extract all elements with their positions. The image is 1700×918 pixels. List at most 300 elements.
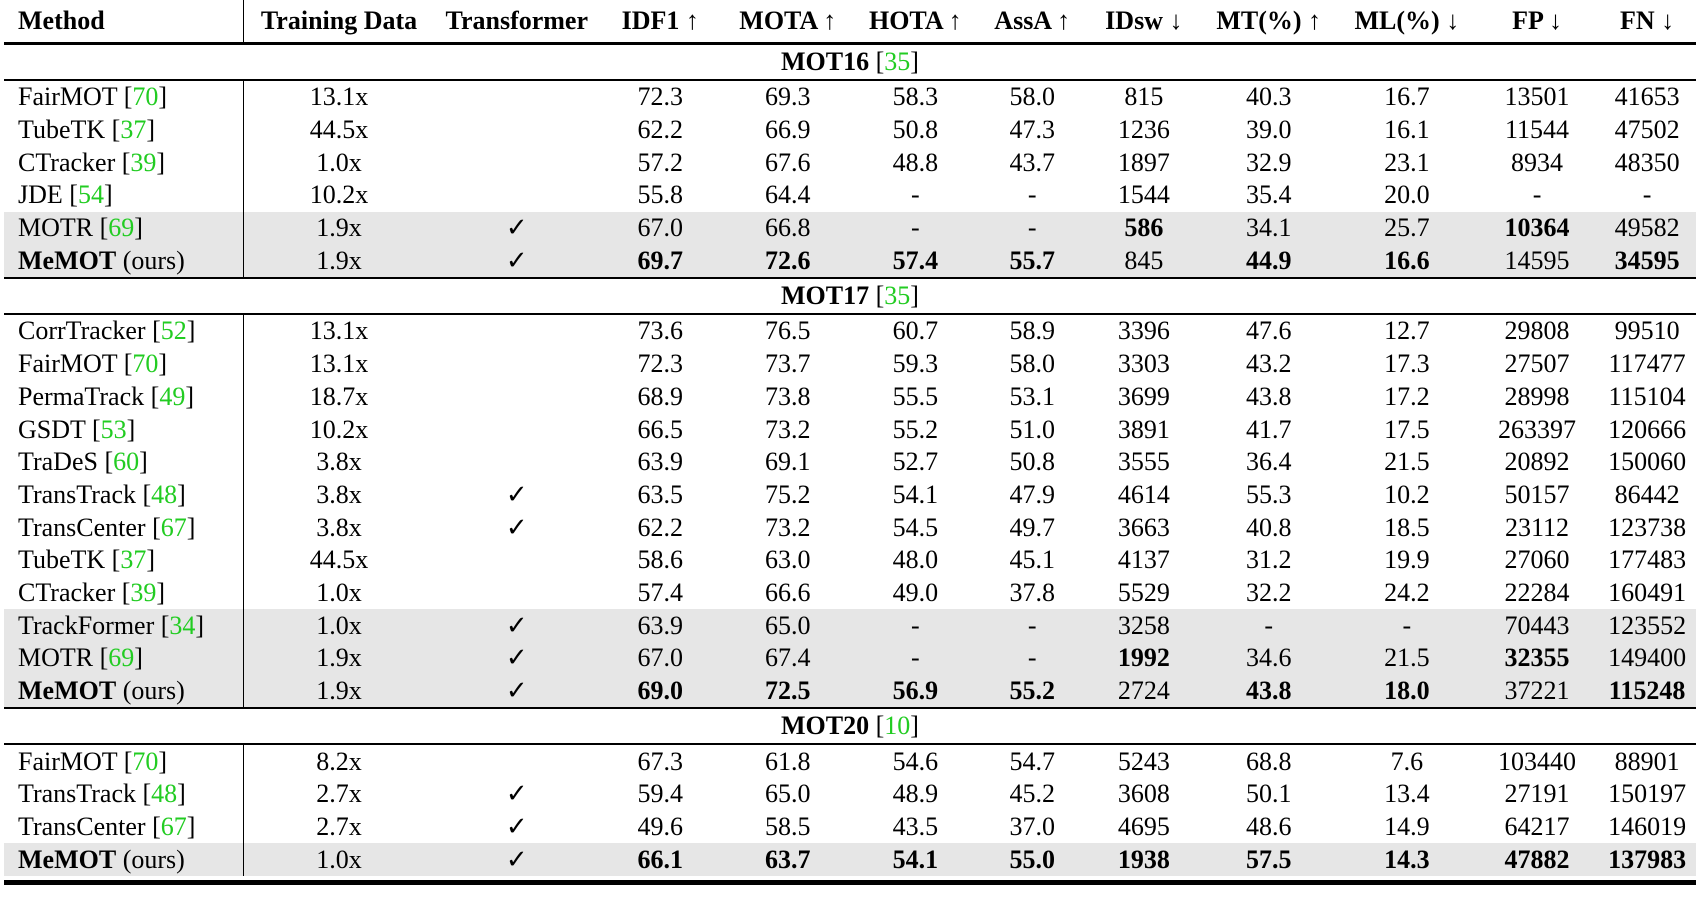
method-suffix: (ours) (116, 844, 185, 874)
method-name: TubeTK (18, 115, 106, 145)
citation-link[interactable]: 70 (132, 349, 159, 379)
column-header: Method (4, 0, 243, 44)
method-name: FairMOT (18, 82, 118, 112)
value-cell: 66.1 (599, 843, 721, 876)
value-cell: 69.7 (599, 244, 721, 278)
method-name: MOTR (18, 213, 94, 243)
value-cell: 14595 (1476, 244, 1598, 278)
value-cell: 66.8 (721, 212, 854, 245)
citation-link[interactable]: 54 (77, 180, 104, 210)
value-cell: 18.7x (309, 381, 369, 411)
value-cell: 18.0 (1338, 675, 1476, 709)
value-cell: 137983 (1598, 843, 1696, 876)
citation-link[interactable]: 48 (151, 479, 178, 509)
transformer-check-cell (434, 544, 599, 577)
method-cell: FairMOT [70] (4, 348, 243, 381)
transformer-check-cell: ✓ (434, 244, 599, 278)
value-cell: 66.9 (765, 115, 811, 145)
value-cell: 59.4 (637, 779, 684, 809)
method-cell: TubeTK [37] (4, 114, 243, 147)
value-cell: 47502 (1614, 115, 1680, 145)
value-cell: 66.5 (637, 414, 684, 444)
value-cell: - (976, 212, 1088, 245)
transformer-check-cell: ✓ (505, 512, 528, 542)
value-cell: 20892 (1504, 447, 1570, 477)
value-cell: 63.7 (721, 843, 854, 876)
transformer-check-cell (434, 114, 599, 147)
value-cell: 67.4 (721, 642, 854, 675)
section-header-row (4, 44, 1696, 81)
table-row (4, 413, 1696, 446)
section-title: MOT20 [10] (4, 708, 1696, 744)
value-cell: 69.1 (765, 447, 811, 477)
value-cell: 263397 (1498, 414, 1577, 444)
value-cell: 35.4 (1245, 180, 1292, 210)
value-cell: - (976, 642, 1088, 675)
value-cell: 123552 (1598, 609, 1696, 642)
section-title: MOT17 [35] (4, 278, 1696, 314)
value-cell: 43.8 (1200, 675, 1338, 709)
citation-link[interactable]: 37 (120, 545, 147, 575)
method-name: PermaTrack (18, 381, 145, 411)
value-cell: 55.0 (976, 843, 1088, 876)
section-header-row (4, 708, 1696, 744)
value-cell: 48.0 (892, 545, 939, 575)
value-cell: - (1532, 180, 1542, 210)
column-header: IDsw ↓ (1105, 6, 1183, 35)
value-cell: 8.2x (316, 746, 362, 776)
value-cell: 44.5x (309, 545, 369, 575)
value-cell: 21.5 (1384, 447, 1430, 477)
value-cell: 117477 (1608, 349, 1686, 379)
table-row (4, 80, 1696, 114)
value-cell: 72.6 (721, 244, 854, 278)
value-cell: 5529 (1117, 577, 1170, 607)
value-cell: 58.0 (1009, 82, 1055, 112)
value-cell: 1897 (1117, 147, 1170, 177)
value-cell: 20.0 (1384, 180, 1430, 210)
value-cell: 34595 (1598, 244, 1696, 278)
value-cell: 73.2 (765, 414, 811, 444)
value-cell: - (1200, 609, 1338, 642)
section-header-row (4, 278, 1696, 314)
value-cell: - (1642, 180, 1652, 210)
column-header: FN ↓ (1619, 6, 1675, 35)
value-cell: 19.9 (1384, 545, 1430, 575)
method-cell: TransTrack [48] (4, 778, 243, 811)
value-cell: 2.7x (316, 779, 362, 809)
section-name: MOT17 (781, 281, 870, 311)
citation-link[interactable]: 35 (884, 281, 911, 311)
value-cell: 16.6 (1338, 244, 1476, 278)
method-name: TransCenter (18, 812, 146, 842)
table-row (4, 314, 1696, 348)
value-cell: 54.7 (1009, 746, 1055, 776)
transformer-check-cell: ✓ (505, 479, 528, 509)
transformer-check-cell (434, 146, 599, 179)
value-cell: 62.2 (637, 512, 684, 542)
value-cell: 34.1 (1200, 212, 1338, 245)
value-cell: 65.0 (721, 609, 854, 642)
value-cell: 45.2 (1009, 779, 1055, 809)
transformer-check-cell: ✓ (434, 212, 599, 245)
value-cell: 55.7 (976, 244, 1088, 278)
method-name: TransCenter (18, 512, 146, 542)
value-cell: 50157 (1504, 479, 1570, 509)
table-row (4, 146, 1696, 179)
value-cell: 49.6 (637, 812, 684, 842)
transformer-check-cell (434, 80, 599, 114)
method-name: MeMOT (18, 844, 117, 874)
method-cell (4, 244, 243, 278)
table-row (4, 811, 1696, 844)
value-cell: 3.8x (316, 512, 362, 542)
value-cell: 160491 (1608, 577, 1687, 607)
value-cell: 36.4 (1245, 447, 1292, 477)
method-name: TrackFormer (18, 610, 155, 640)
method-cell: TubeTK [37] (4, 544, 243, 577)
value-cell: 56.9 (854, 675, 976, 709)
transformer-check-cell (434, 348, 599, 381)
value-cell: 99510 (1614, 316, 1680, 346)
transformer-check-cell: ✓ (505, 779, 528, 809)
value-cell: 14.3 (1338, 843, 1476, 876)
value-cell: 43.8 (1245, 381, 1292, 411)
value-cell: 39.0 (1245, 115, 1292, 145)
method-cell: TraDeS [60] (4, 446, 243, 479)
value-cell: 68.8 (1245, 746, 1292, 776)
table-row (4, 244, 1696, 278)
value-cell: 66.6 (765, 577, 811, 607)
table-row (4, 179, 1696, 212)
value-cell: 4695 (1117, 812, 1170, 842)
column-header: ML(%) ↓ (1354, 6, 1460, 35)
value-cell: 54.6 (892, 746, 939, 776)
value-cell: 1992 (1088, 642, 1200, 675)
value-cell: 11544 (1505, 115, 1570, 145)
value-cell: 27507 (1504, 349, 1570, 379)
method-name: TransTrack (18, 779, 136, 809)
value-cell: 1.0x (243, 843, 434, 876)
transformer-check-cell (434, 179, 599, 212)
value-cell: 43.2 (1245, 349, 1292, 379)
transformer-check-cell (434, 744, 599, 778)
value-cell: 1938 (1088, 843, 1200, 876)
value-cell: 123738 (1608, 512, 1687, 542)
value-cell: 47882 (1476, 843, 1598, 876)
value-cell: 32.9 (1245, 147, 1292, 177)
value-cell: 17.3 (1384, 349, 1430, 379)
value-cell: 58.3 (892, 82, 939, 112)
citation-link[interactable]: 67 (160, 812, 187, 842)
value-cell: 25.7 (1338, 212, 1476, 245)
value-cell: 120666 (1608, 414, 1687, 444)
value-cell: 5243 (1117, 746, 1170, 776)
value-cell: 13501 (1504, 82, 1570, 112)
value-cell: 67.6 (765, 147, 811, 177)
value-cell: 47.9 (1009, 479, 1055, 509)
table-row (4, 744, 1696, 778)
value-cell: 55.3 (1245, 479, 1292, 509)
transformer-check-cell: ✓ (505, 812, 528, 842)
value-cell: 17.5 (1384, 414, 1430, 444)
value-cell: 815 (1124, 82, 1164, 112)
value-cell: 149400 (1598, 642, 1696, 675)
table-row (4, 843, 1696, 876)
value-cell: 8934 (1511, 147, 1564, 177)
value-cell: 1.0x (316, 577, 362, 607)
method-name: CorrTracker (18, 316, 146, 346)
results-table (4, 0, 1696, 876)
value-cell: 75.2 (765, 479, 811, 509)
transformer-check-cell (434, 577, 599, 610)
value-cell: - (854, 642, 976, 675)
table-row (4, 577, 1696, 610)
value-cell: 3303 (1117, 349, 1170, 379)
value-cell: 10364 (1476, 212, 1598, 245)
value-cell: 55.8 (637, 180, 684, 210)
value-cell: 1.9x (243, 244, 434, 278)
value-cell: 37.0 (1009, 812, 1055, 842)
value-cell: 60.7 (892, 316, 939, 346)
citation-link[interactable]: 69 (108, 643, 135, 673)
method-name: GSDT (18, 414, 86, 444)
citation-link[interactable]: 70 (132, 746, 159, 776)
value-cell: 70443 (1476, 609, 1598, 642)
column-header: HOTA ↑ (868, 6, 962, 35)
method-suffix: (ours) (116, 676, 185, 706)
citation-link[interactable]: 10 (884, 711, 911, 741)
value-cell: 3699 (1117, 381, 1170, 411)
value-cell: 146019 (1608, 812, 1687, 842)
value-cell: 47.6 (1245, 316, 1292, 346)
value-cell: 40.3 (1245, 82, 1292, 112)
method-cell (4, 843, 243, 876)
table-row (4, 675, 1696, 709)
value-cell: 55.5 (892, 381, 939, 411)
value-cell: 63.0 (765, 545, 811, 575)
column-header: Transformer (445, 6, 589, 35)
value-cell: 67.0 (599, 642, 721, 675)
method-name: TraDeS (18, 447, 98, 477)
value-cell: 55.2 (892, 414, 939, 444)
value-cell: 23112 (1505, 512, 1570, 542)
value-cell: 1.9x (243, 642, 434, 675)
value-cell: 50.8 (892, 115, 939, 145)
value-cell: 13.1x (309, 82, 369, 112)
transformer-check-cell (434, 413, 599, 446)
transformer-check-cell (434, 314, 599, 348)
value-cell: 67.0 (599, 212, 721, 245)
value-cell: 10.2x (309, 414, 369, 444)
value-cell: 48.6 (1245, 812, 1292, 842)
method-name: MeMOT (18, 676, 117, 706)
value-cell: - (854, 212, 976, 245)
table-row (4, 544, 1696, 577)
value-cell: 73.6 (637, 316, 684, 346)
citation-link[interactable]: 53 (100, 414, 127, 444)
value-cell: 69.0 (599, 675, 721, 709)
method-cell: GSDT [53] (4, 413, 243, 446)
method-name: TubeTK (18, 545, 106, 575)
section-title: MOT16 [35] (781, 47, 919, 76)
transformer-check-cell (434, 446, 599, 479)
value-cell: 44.5x (309, 115, 369, 145)
method-cell (4, 675, 243, 709)
method-cell: JDE [54] (4, 179, 243, 212)
value-cell: 34.6 (1200, 642, 1338, 675)
value-cell: 50.8 (1009, 447, 1055, 477)
value-cell: 3608 (1117, 779, 1170, 809)
value-cell: 73.7 (765, 349, 811, 379)
value-cell: 58.5 (765, 812, 811, 842)
citation-link[interactable]: 35 (884, 47, 911, 76)
value-cell: 43.7 (1009, 147, 1055, 177)
value-cell: 43.5 (892, 812, 939, 842)
value-cell: 4137 (1117, 545, 1170, 575)
citation-link[interactable]: 52 (160, 316, 187, 346)
table-header-row (4, 0, 1696, 44)
value-cell: 1.0x (316, 147, 362, 177)
value-cell: 57.2 (637, 147, 684, 177)
value-cell: 64.4 (765, 180, 811, 210)
table-row (4, 212, 1696, 245)
table-row (4, 511, 1696, 544)
value-cell: 67.3 (637, 746, 684, 776)
value-cell: 115248 (1598, 675, 1696, 709)
table-row (4, 778, 1696, 811)
citation-link[interactable]: 60 (113, 447, 140, 477)
value-cell: 29808 (1504, 316, 1570, 346)
value-cell: 63.9 (599, 609, 721, 642)
method-cell: CorrTracker [52] (4, 314, 243, 348)
value-cell: 58.6 (637, 545, 684, 575)
value-cell: 54.5 (892, 512, 939, 542)
method-name: MeMOT (18, 245, 117, 275)
value-cell: 68.9 (637, 381, 684, 411)
value-cell: 54.1 (892, 479, 939, 509)
column-header: Training Data (260, 6, 418, 35)
method-name: CTracker (18, 147, 116, 177)
value-cell: 22284 (1504, 577, 1570, 607)
column-header: FP ↓ (1512, 6, 1562, 35)
value-cell: - (976, 609, 1088, 642)
citation-link[interactable]: 37 (120, 115, 147, 145)
value-cell: 58.9 (1009, 316, 1055, 346)
value-cell: 52.7 (892, 447, 939, 477)
column-header: AssA ↑ (994, 6, 1071, 35)
value-cell: 50.1 (1245, 779, 1292, 809)
value-cell: 57.4 (854, 244, 976, 278)
method-name: FairMOT (18, 746, 118, 776)
citation-link[interactable]: 69 (108, 213, 135, 243)
value-cell: 13.1x (309, 316, 369, 346)
citation-link[interactable]: 48 (151, 779, 178, 809)
value-cell: 49582 (1598, 212, 1696, 245)
method-cell: TransTrack [48] (4, 479, 243, 512)
method-cell: PermaTrack [49] (4, 381, 243, 414)
value-cell: 63.9 (637, 447, 684, 477)
citation-link[interactable]: 67 (160, 512, 187, 542)
value-cell: 53.1 (1009, 381, 1055, 411)
value-cell: 69.3 (765, 82, 811, 112)
results-table-container (4, 0, 1696, 876)
value-cell: 27060 (1504, 545, 1570, 575)
value-cell: 72.3 (637, 349, 684, 379)
value-cell: 13.1x (309, 349, 369, 379)
section-name: MOT20 (781, 711, 870, 741)
transformer-check-cell (434, 381, 599, 414)
value-cell: 57.5 (1200, 843, 1338, 876)
value-cell: 59.3 (892, 349, 939, 379)
value-cell: 37221 (1476, 675, 1598, 709)
method-name: FairMOT (18, 349, 118, 379)
method-cell: CTracker [39] (4, 146, 243, 179)
value-cell: 115104 (1608, 381, 1686, 411)
method-cell: TransCenter [67] (4, 811, 243, 844)
value-cell: 48.8 (892, 147, 939, 177)
citation-link[interactable]: 39 (130, 577, 157, 607)
column-header: MT(%) ↑ (1216, 6, 1322, 35)
column-header: IDF1 ↑ (621, 6, 699, 35)
value-cell: 4614 (1117, 479, 1170, 509)
table-row (4, 479, 1696, 512)
table-row (4, 446, 1696, 479)
method-name: CTracker (18, 577, 116, 607)
value-cell: 17.2 (1384, 381, 1430, 411)
citation-link[interactable]: 34 (169, 610, 196, 640)
value-cell: 55.2 (976, 675, 1088, 709)
value-cell: 845 (1088, 244, 1200, 278)
table-body (4, 44, 1696, 877)
value-cell: 73.8 (765, 381, 811, 411)
value-cell: 3.8x (316, 447, 362, 477)
value-cell: 16.7 (1384, 82, 1430, 112)
column-header: MOTA ↑ (739, 6, 837, 35)
value-cell: 63.5 (637, 479, 684, 509)
citation-link[interactable]: 49 (159, 381, 186, 411)
value-cell: 1.9x (243, 212, 434, 245)
value-cell: 44.9 (1200, 244, 1338, 278)
value-cell: 61.8 (765, 746, 811, 776)
value-cell: 65.0 (765, 779, 811, 809)
value-cell: 2724 (1088, 675, 1200, 709)
citation-link[interactable]: 39 (130, 147, 157, 177)
value-cell: 54.1 (854, 843, 976, 876)
value-cell: 24.2 (1384, 577, 1430, 607)
citation-link[interactable]: 70 (132, 82, 159, 112)
value-cell: 3555 (1117, 447, 1170, 477)
value-cell: 41.7 (1245, 414, 1292, 444)
table-row (4, 114, 1696, 147)
value-cell: 72.3 (637, 82, 684, 112)
value-cell: 27191 (1504, 779, 1570, 809)
method-suffix: (ours) (116, 245, 185, 275)
value-cell: 3.8x (316, 479, 362, 509)
value-cell: 1.9x (243, 675, 434, 709)
method-cell: TransCenter [67] (4, 511, 243, 544)
value-cell: 41653 (1614, 82, 1680, 112)
value-cell: 23.1 (1384, 147, 1430, 177)
method-name: MOTR (18, 643, 94, 673)
value-cell: 51.0 (1009, 414, 1055, 444)
method-cell: FairMOT [70] (4, 80, 243, 114)
value-cell: 1.0x (243, 609, 434, 642)
value-cell: 45.1 (1009, 545, 1055, 575)
value-cell: 28998 (1504, 381, 1570, 411)
value-cell: 62.2 (637, 115, 684, 145)
method-cell: CTracker [39] (4, 577, 243, 610)
